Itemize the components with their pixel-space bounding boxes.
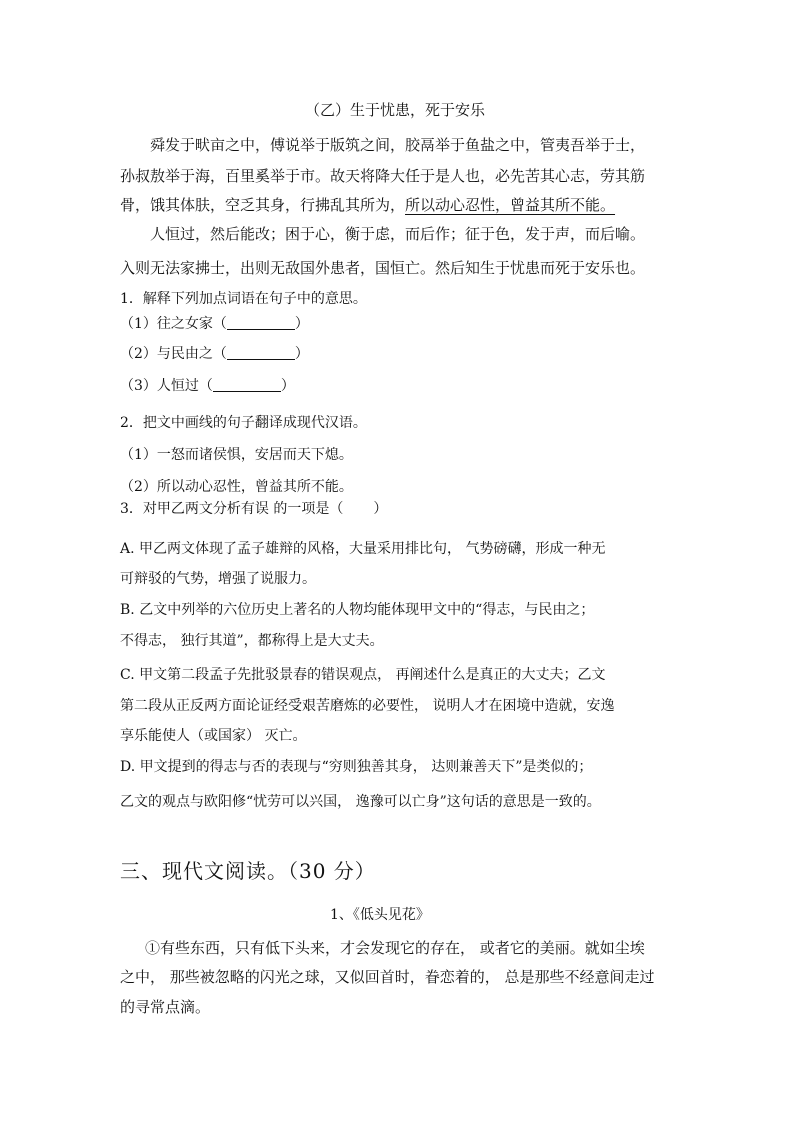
option-line: B. 乙文中列举的六位历史上著名的人物均能体现甲文中的“得志，与民由之； (120, 602, 595, 618)
answer-blank[interactable] (227, 315, 295, 330)
item-text: （2）与民由之（ (120, 346, 227, 362)
stem-text: 3．对甲乙两文分析有误 的一项是（ (120, 501, 344, 517)
option-line: 不得志， 独行其道”，都称得上是大丈夫。 (120, 633, 384, 649)
stem-text: ） (373, 501, 388, 517)
item-text: ） (294, 316, 309, 332)
question-item (120, 376, 295, 396)
article-title: 1、《低头见花》 (330, 907, 430, 923)
passage-line: 孙叔敖举于海，百里奚举于市。故天将降大任于是人也，必先苦其心志，劳其筋 (120, 167, 646, 185)
item-text: ） (280, 378, 295, 394)
underlined-sentence: 所以动心忍性，曾益其所不能。 (405, 196, 616, 214)
passage-line (120, 195, 615, 215)
item-text: （3）人恒过（ (120, 378, 213, 394)
question-item: （2）所以动心忍性，曾益其所不能。 (120, 479, 353, 495)
item-text: ） (294, 346, 309, 362)
article-paragraph-line: 之中， 那些被忽略的闪光之球，又似回首时，眷恋着的， 总是那些不经意间走过 (120, 968, 655, 986)
option-line: D. 甲文提到的得志与否的表现与“穷则独善其身， 达则兼善天下”是类似的； (120, 759, 593, 775)
option-line: 乙文的观点与欧阳修“忧劳可以兴国， 逸豫可以亡身”这句话的意思是一致的。 (120, 794, 601, 810)
passage-line: 入则无法家拂士，出则无敌国外患者，国恒亡。然后知生于忧患而死于安乐也。 (120, 259, 646, 277)
option-line: 享乐能使人（或国家） 灭亡。 (120, 728, 307, 744)
passage-line: 舜发于畎亩之中，傅说举于版筑之间，胶鬲举于鱼盐之中，管夷吾举于士， (150, 136, 646, 154)
question-item (120, 344, 309, 364)
answer-blank[interactable] (213, 377, 281, 392)
question-stem: 1．解释下列加点词语在句子中的意思。 (120, 291, 367, 307)
question-item (120, 314, 309, 334)
option-line: 第二段从正反两方面论证经受艰苦磨炼的必要性， 说明人才在困境中造就，安逸 (120, 698, 615, 714)
item-text: （1）往之女家（ (120, 316, 227, 332)
passage-title: （乙）生于忧患，死于安乐 (305, 101, 486, 119)
option-line: 可辩驳的气势，增强了说服力。 (120, 571, 316, 587)
article-paragraph-line: 的寻常点滴。 (120, 998, 211, 1016)
section-heading: 三、现代文阅读。（30 分） (120, 859, 376, 883)
question-stem (120, 499, 387, 519)
article-paragraph-line: ①有些东西，只有低下头来，才会发现它的存在， 或者它的美丽。就如尘埃 (145, 939, 645, 957)
question-stem: 2．把文中画线的句子翻译成现代汉语。 (120, 415, 367, 431)
passage-line: 人恒过，然后能改；困于心，衡于虑，而后作；征于色，发于声，而后喻。 (150, 225, 646, 243)
answer-blank[interactable] (227, 345, 295, 360)
question-item: （1）一怒而诸侯惧，安居而天下熄。 (120, 447, 353, 463)
passage-text: 骨，饿其体肤，空乏其身，行拂乱其所为， (120, 196, 406, 214)
option-line: A. 甲乙两文体现了孟子雄辩的风格，大量采用排比句， 气势磅礴，形成一种无 (120, 541, 606, 557)
option-line: C. 甲文第二段孟子先批驳景春的错误观点， 再阐述什么是真正的大丈夫；乙文 (120, 667, 606, 683)
